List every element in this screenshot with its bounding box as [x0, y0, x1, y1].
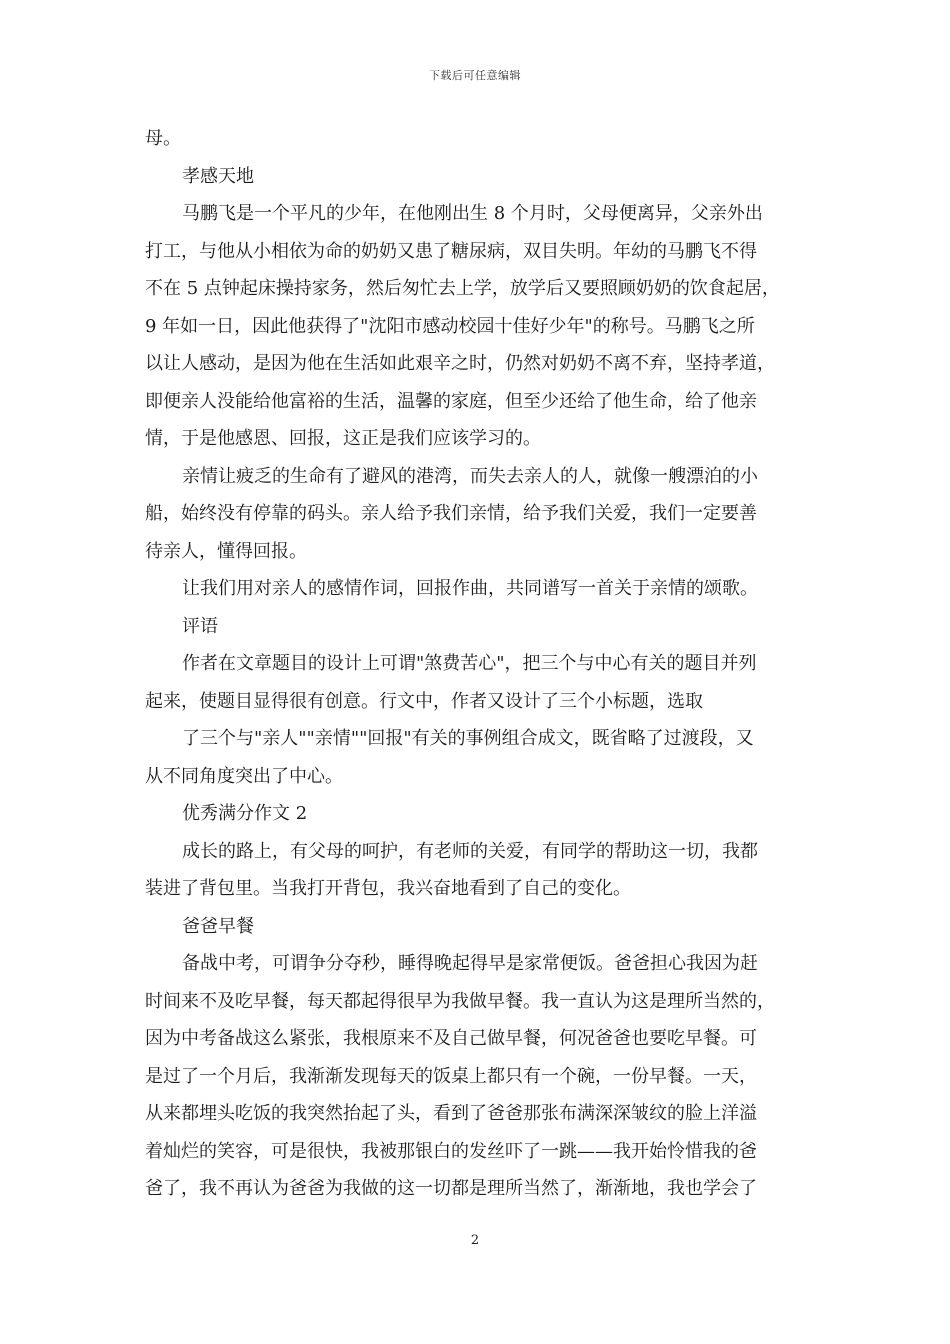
text-line: 备战中考，可谓争分夺秒，睡得晚起得早是家常便饭。爸爸担心我因为赶 — [182, 953, 758, 974]
text-line: 情，于是他感恩、回报，这正是我们应该学习的。 — [145, 428, 541, 449]
text-line: 孝感天地 — [182, 165, 254, 187]
text-line: 从来都埋头吃饭的我突然抬起了头，看到了爸爸那张布满深深皱纹的脸上洋溢 — [145, 1103, 757, 1124]
text-line: 即便亲人没能给他富裕的生活，温馨的家庭，但至少还给了他生命，给了他亲 — [145, 390, 757, 412]
text-line: 亲情让疲乏的生命有了避风的港湾，而失去亲人的人，就像一艘漂泊的小 — [182, 465, 758, 487]
text-line: 让我们用对亲人的感情作词，回报作曲，共同谱写一首关于亲情的颂歌。 — [182, 578, 758, 599]
document-body — [145, 120, 810, 1208]
page-number: 2 — [470, 1233, 480, 1248]
text-line: 作者在文章题目的设计上可谓"煞费苦心"，把三个与中心有关的题目并列 — [182, 653, 757, 674]
text-line: 爸了，我不再认为爸爸为我做的这一切都是理所当然了，渐渐地，我也学会了 — [145, 1178, 757, 1199]
text-line: 打工，与他从小相依为命的奶奶又患了糖尿病，双目失明。年幼的马鹏飞不得 — [145, 240, 757, 262]
text-line: 马鹏飞是一个平凡的少年，在他刚出生 8 个月时，父母便离异，父亲外出 — [182, 203, 763, 224]
text-line: 评语 — [182, 615, 218, 637]
text-line: 成长的路上，有父母的呵护，有老师的关爱，有同学的帮助这一切，我都 — [182, 840, 758, 862]
text-line: 待亲人，懂得回报。 — [145, 540, 307, 562]
text-line: 装进了背包里。当我打开背包，我兴奋地看到了自己的变化。 — [145, 878, 631, 899]
text-line: 着灿烂的笑容，可是很快，我被那银白的发丝吓了一跳——我开始怜惜我的爸 — [145, 1140, 757, 1162]
text-line: 母。 — [145, 128, 181, 149]
text-line: 时间来不及吃早餐，每天都起得很早为我做早餐。我一直认为这是理所当然的， — [145, 990, 775, 1012]
text-line: 9 年如一日，因此他获得了"沈阳市感动校园十佳好少年"的称号。马鹏飞之所 — [145, 315, 755, 337]
text-line: 因为中考备战这么紧张，我根原来不及自己做早餐，何况爸爸也要吃早餐。可 — [145, 1028, 757, 1049]
text-line: 从不同角度突出了中心。 — [145, 765, 343, 787]
text-line: 爸爸早餐 — [182, 915, 254, 937]
text-line: 船，始终没有停靠的码头。亲人给予我们亲情，给予我们关爱，我们一定要善 — [145, 503, 757, 524]
text-line: 不在 5 点钟起床操持家务，然后匆忙去上学，放学后又要照顾奶奶的饮食起居， — [145, 278, 780, 299]
text-line: 起来，使题目显得很有创意。行文中，作者又设计了三个小标题，选取 — [145, 690, 703, 712]
text-line: 优秀满分作文 2 — [182, 803, 308, 824]
text-line: 以让人感动，是因为他在生活如此艰辛之时，仍然对奶奶不离不弃，坚持孝道， — [145, 353, 775, 374]
page-header: 下载后可任意编辑 — [429, 69, 521, 82]
text-line: 是过了一个月后，我渐渐发现每天的饭桌上都只有一个碗，一份早餐。一天， — [145, 1065, 757, 1087]
text-line: 了三个与"亲人""亲情""回报"有关的事例组合成文，既省略了过渡段，又 — [182, 728, 754, 749]
